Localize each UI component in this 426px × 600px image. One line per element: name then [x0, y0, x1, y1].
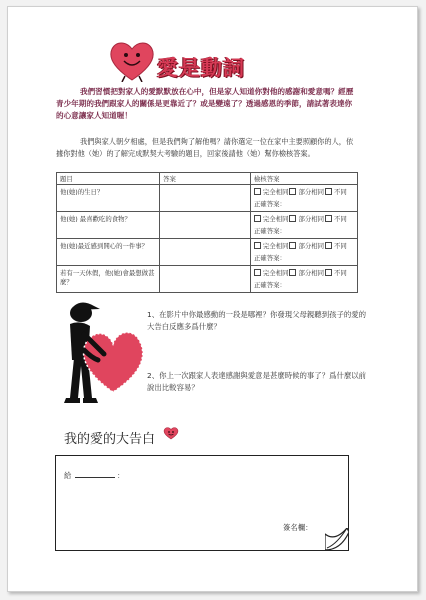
- instructions-paragraph: [56, 136, 356, 159]
- answer-cell[interactable]: [160, 185, 251, 212]
- check-options: 完全相同 部分相同 不同: [254, 268, 354, 277]
- question-cell: 若有一天休假，他(她)會最想做甚麼？: [57, 266, 160, 293]
- checkbox-same[interactable]: [254, 242, 261, 249]
- to-colon: ：: [117, 471, 125, 480]
- table-row: [57, 266, 358, 293]
- checkbox-partial[interactable]: [289, 242, 296, 249]
- check-options: 完全相同 部分相同 不同: [254, 241, 354, 250]
- table-row: [57, 239, 358, 266]
- signature-label: 簽名欄：: [283, 523, 313, 532]
- check-cell: [250, 239, 357, 266]
- check-cell: [250, 212, 357, 239]
- checkbox-partial[interactable]: [289, 269, 296, 276]
- checkbox-partial[interactable]: [289, 188, 296, 195]
- checkbox-different[interactable]: [325, 242, 332, 249]
- answer-cell[interactable]: [160, 239, 251, 266]
- heart-icon: [163, 426, 179, 440]
- checkbox-partial[interactable]: [289, 215, 296, 222]
- section-title: 我的愛的大告白: [64, 432, 156, 447]
- check-options: 完全相同 部分相同 不同: [254, 214, 354, 223]
- correct-answer-label: 正確答案：: [253, 254, 286, 262]
- checkbox-same[interactable]: [254, 269, 261, 276]
- table-row: [57, 185, 358, 212]
- table-header-row: [57, 173, 358, 185]
- table-row: [57, 212, 358, 239]
- checkbox-different[interactable]: [325, 269, 332, 276]
- to-label: 給: [64, 471, 72, 480]
- checkbox-same[interactable]: [254, 215, 261, 222]
- intro-text: 我們習慣把對家人的愛默默放在心中，但是家人知道你對他的感謝和愛意嗎？經歷青少年期的我們跟家人的關係是更靠近了？或是變遠了？透過感恩的季節，請試著表達你的心意讓家人知道喔！: [56, 87, 354, 120]
- checkbox-different[interactable]: [325, 188, 332, 195]
- checkbox-different[interactable]: [325, 215, 332, 222]
- letter-box[interactable]: [55, 455, 349, 551]
- checkbox-same[interactable]: [254, 188, 261, 195]
- question-cell: 他(她)的生日？: [57, 185, 160, 212]
- page-title: 愛是動詞: [157, 56, 245, 80]
- header-answer: 答案: [160, 173, 251, 185]
- instructions-text: 我們與家人朝夕相處，但是我們夠了解他嗎？請你選定一位在家中主要照顧你的人，依據你對他（她）的了解完成默契大考驗的題目，回家後請他（她）幫你檢核答案。: [56, 137, 354, 158]
- check-cell: [250, 185, 357, 212]
- intro-paragraph: [56, 86, 356, 122]
- check-cell: [250, 266, 357, 293]
- question-1: 1、在影片中你最感動的一段是哪裡？你發現父母親聽到孩子的愛的大告白反應多爲什麼？: [147, 310, 367, 331]
- smiling-heart-icon: [108, 38, 156, 82]
- person-holding-heart-icon: [58, 300, 148, 406]
- quiz-table: [56, 172, 358, 293]
- recipient-line[interactable]: [75, 477, 115, 478]
- check-options: 完全相同 部分相同 不同: [254, 187, 354, 196]
- correct-answer-label: 正確答案：: [253, 227, 286, 235]
- answer-cell[interactable]: [160, 212, 251, 239]
- answer-cell[interactable]: [160, 266, 251, 293]
- page-curl-icon: [325, 528, 349, 550]
- question-cell: 他(她)最近感到開心的一件事？: [57, 239, 160, 266]
- header-question: 題目: [57, 173, 160, 185]
- header-check: 檢核答案: [250, 173, 357, 185]
- correct-answer-label: 正確答案：: [253, 200, 286, 208]
- correct-answer-label: 正確答案：: [253, 281, 286, 289]
- question-2: 2、你上一次跟家人表達感謝與愛意是甚麼時候的事了？爲什麼以前說出比較容易？: [147, 371, 367, 392]
- question-cell: 他(她) 最喜歡吃的食物？: [57, 212, 160, 239]
